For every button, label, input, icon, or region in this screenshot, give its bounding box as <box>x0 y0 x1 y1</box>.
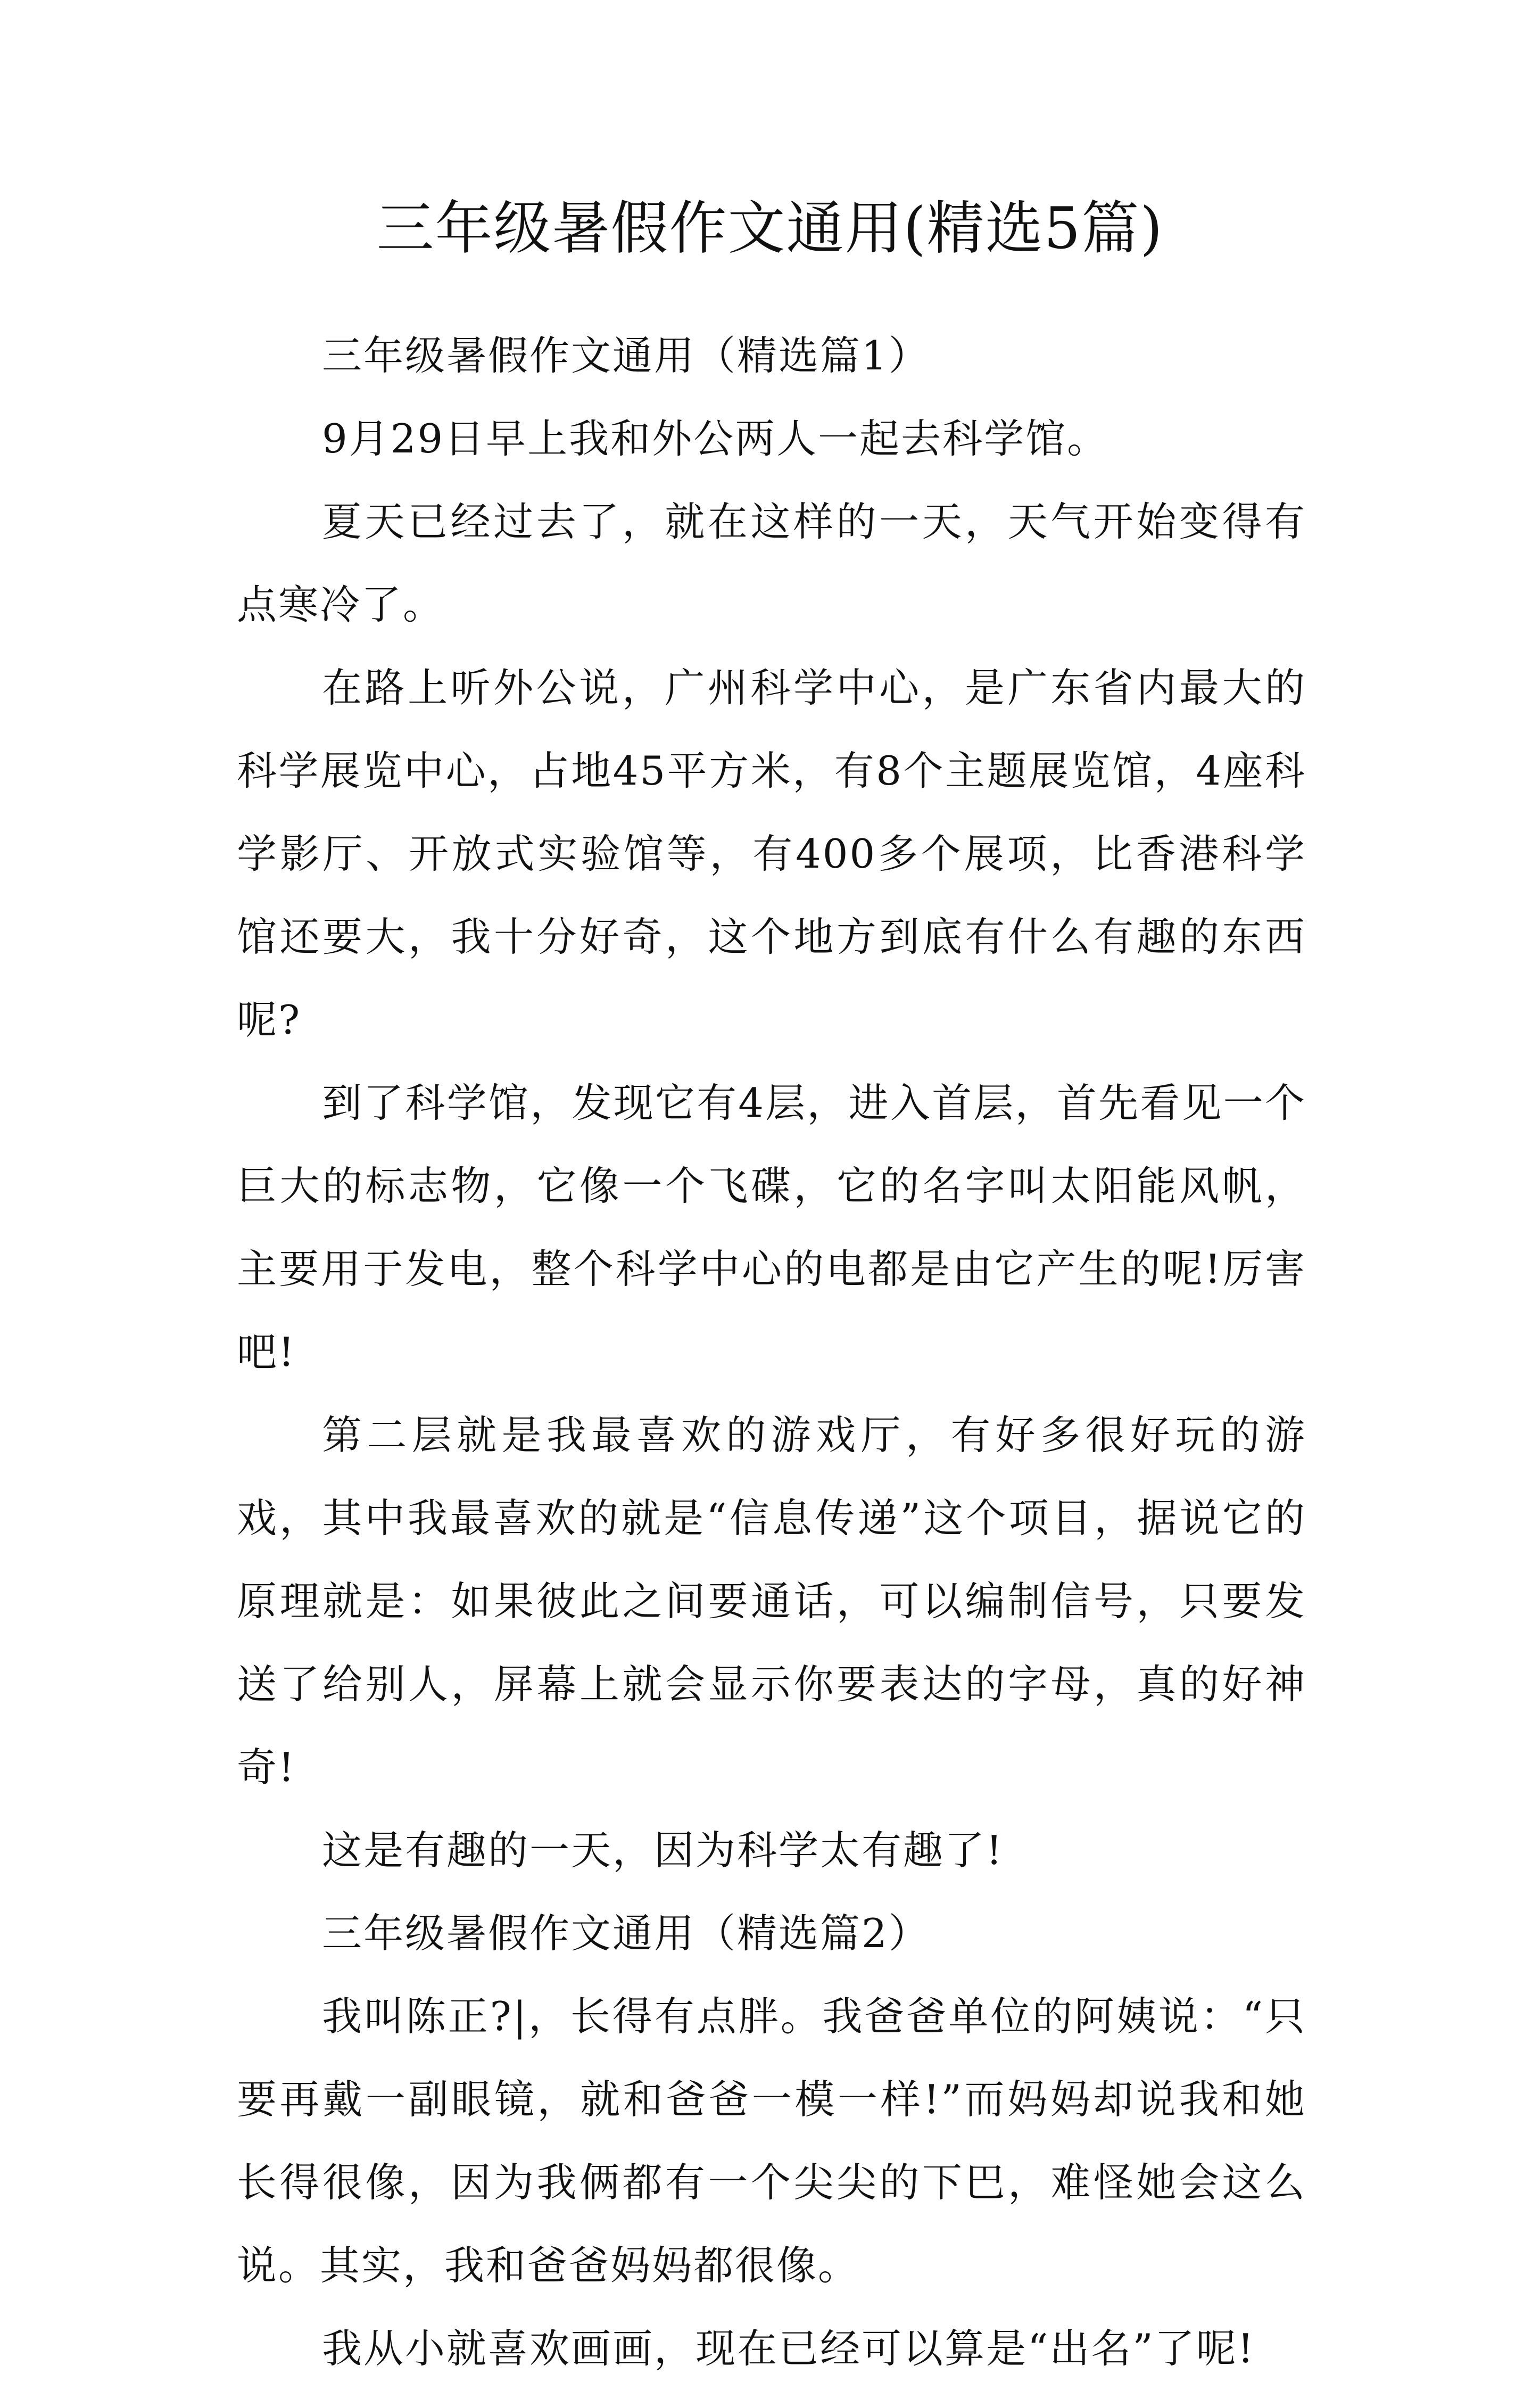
section-heading-1: 三年级暑假作文通用（精选篇1） <box>322 332 930 379</box>
paragraph: 夏天已经过去了，就在这样的一天，天气开始变得有点寒冷了。 <box>237 498 1306 628</box>
paragraph: 9月29日早上我和外公两人一起去科学馆。 <box>322 415 1109 462</box>
paragraph: 我叫陈正?|，长得有点胖。我爸爸单位的阿姨说：“只要再戴一副眼镜，就和爸爸一模一样!”而妈妈却说我和她长得很像，因为我俩都有一个尖尖的下巴，难怪她会这么说。其实，我和爸爸妈妈都很像。 <box>237 1993 1306 2289</box>
paragraph: 第二层就是我最喜欢的游戏厅，有好多很好玩的游戏，其中我最喜欢的就是“信息传递”这个项目，据说它的原理就是：如果彼此之间要通话，可以编制信号，只要发送了给别人，屏幕上就会显示你要表达的字母，真的好神奇! <box>237 1412 1306 1791</box>
paragraph: 在路上听外公说，广州科学中心，是广东省内最大的科学展览中心，占地45平方米，有8个主题展览馆，4座科学影厅、开放式实验馆等，有400多个展项，比香港科学馆还要大，我十分好奇，这个地方到底有什么有趣的东西呢? <box>237 664 1306 1043</box>
document-title: 三年级暑假作文通用(精选5篇) <box>376 195 1164 262</box>
paragraph: 我从小就喜欢画画，现在已经可以算是“出名”了呢! <box>322 2325 1255 2372</box>
section-heading-2: 三年级暑假作文通用（精选篇2） <box>322 1910 930 1957</box>
paragraph: 这是有趣的一天，因为科学太有趣了! <box>322 1827 1004 1874</box>
paragraph: 到了科学馆，发现它有4层，进入首层，首先看见一个巨大的标志物，它像一个飞碟，它的名字叫太阳能风帆，主要用于发电，整个科学中心的电都是由它产生的呢!厉害吧! <box>237 1079 1306 1375</box>
document-body <box>237 314 1306 2390</box>
